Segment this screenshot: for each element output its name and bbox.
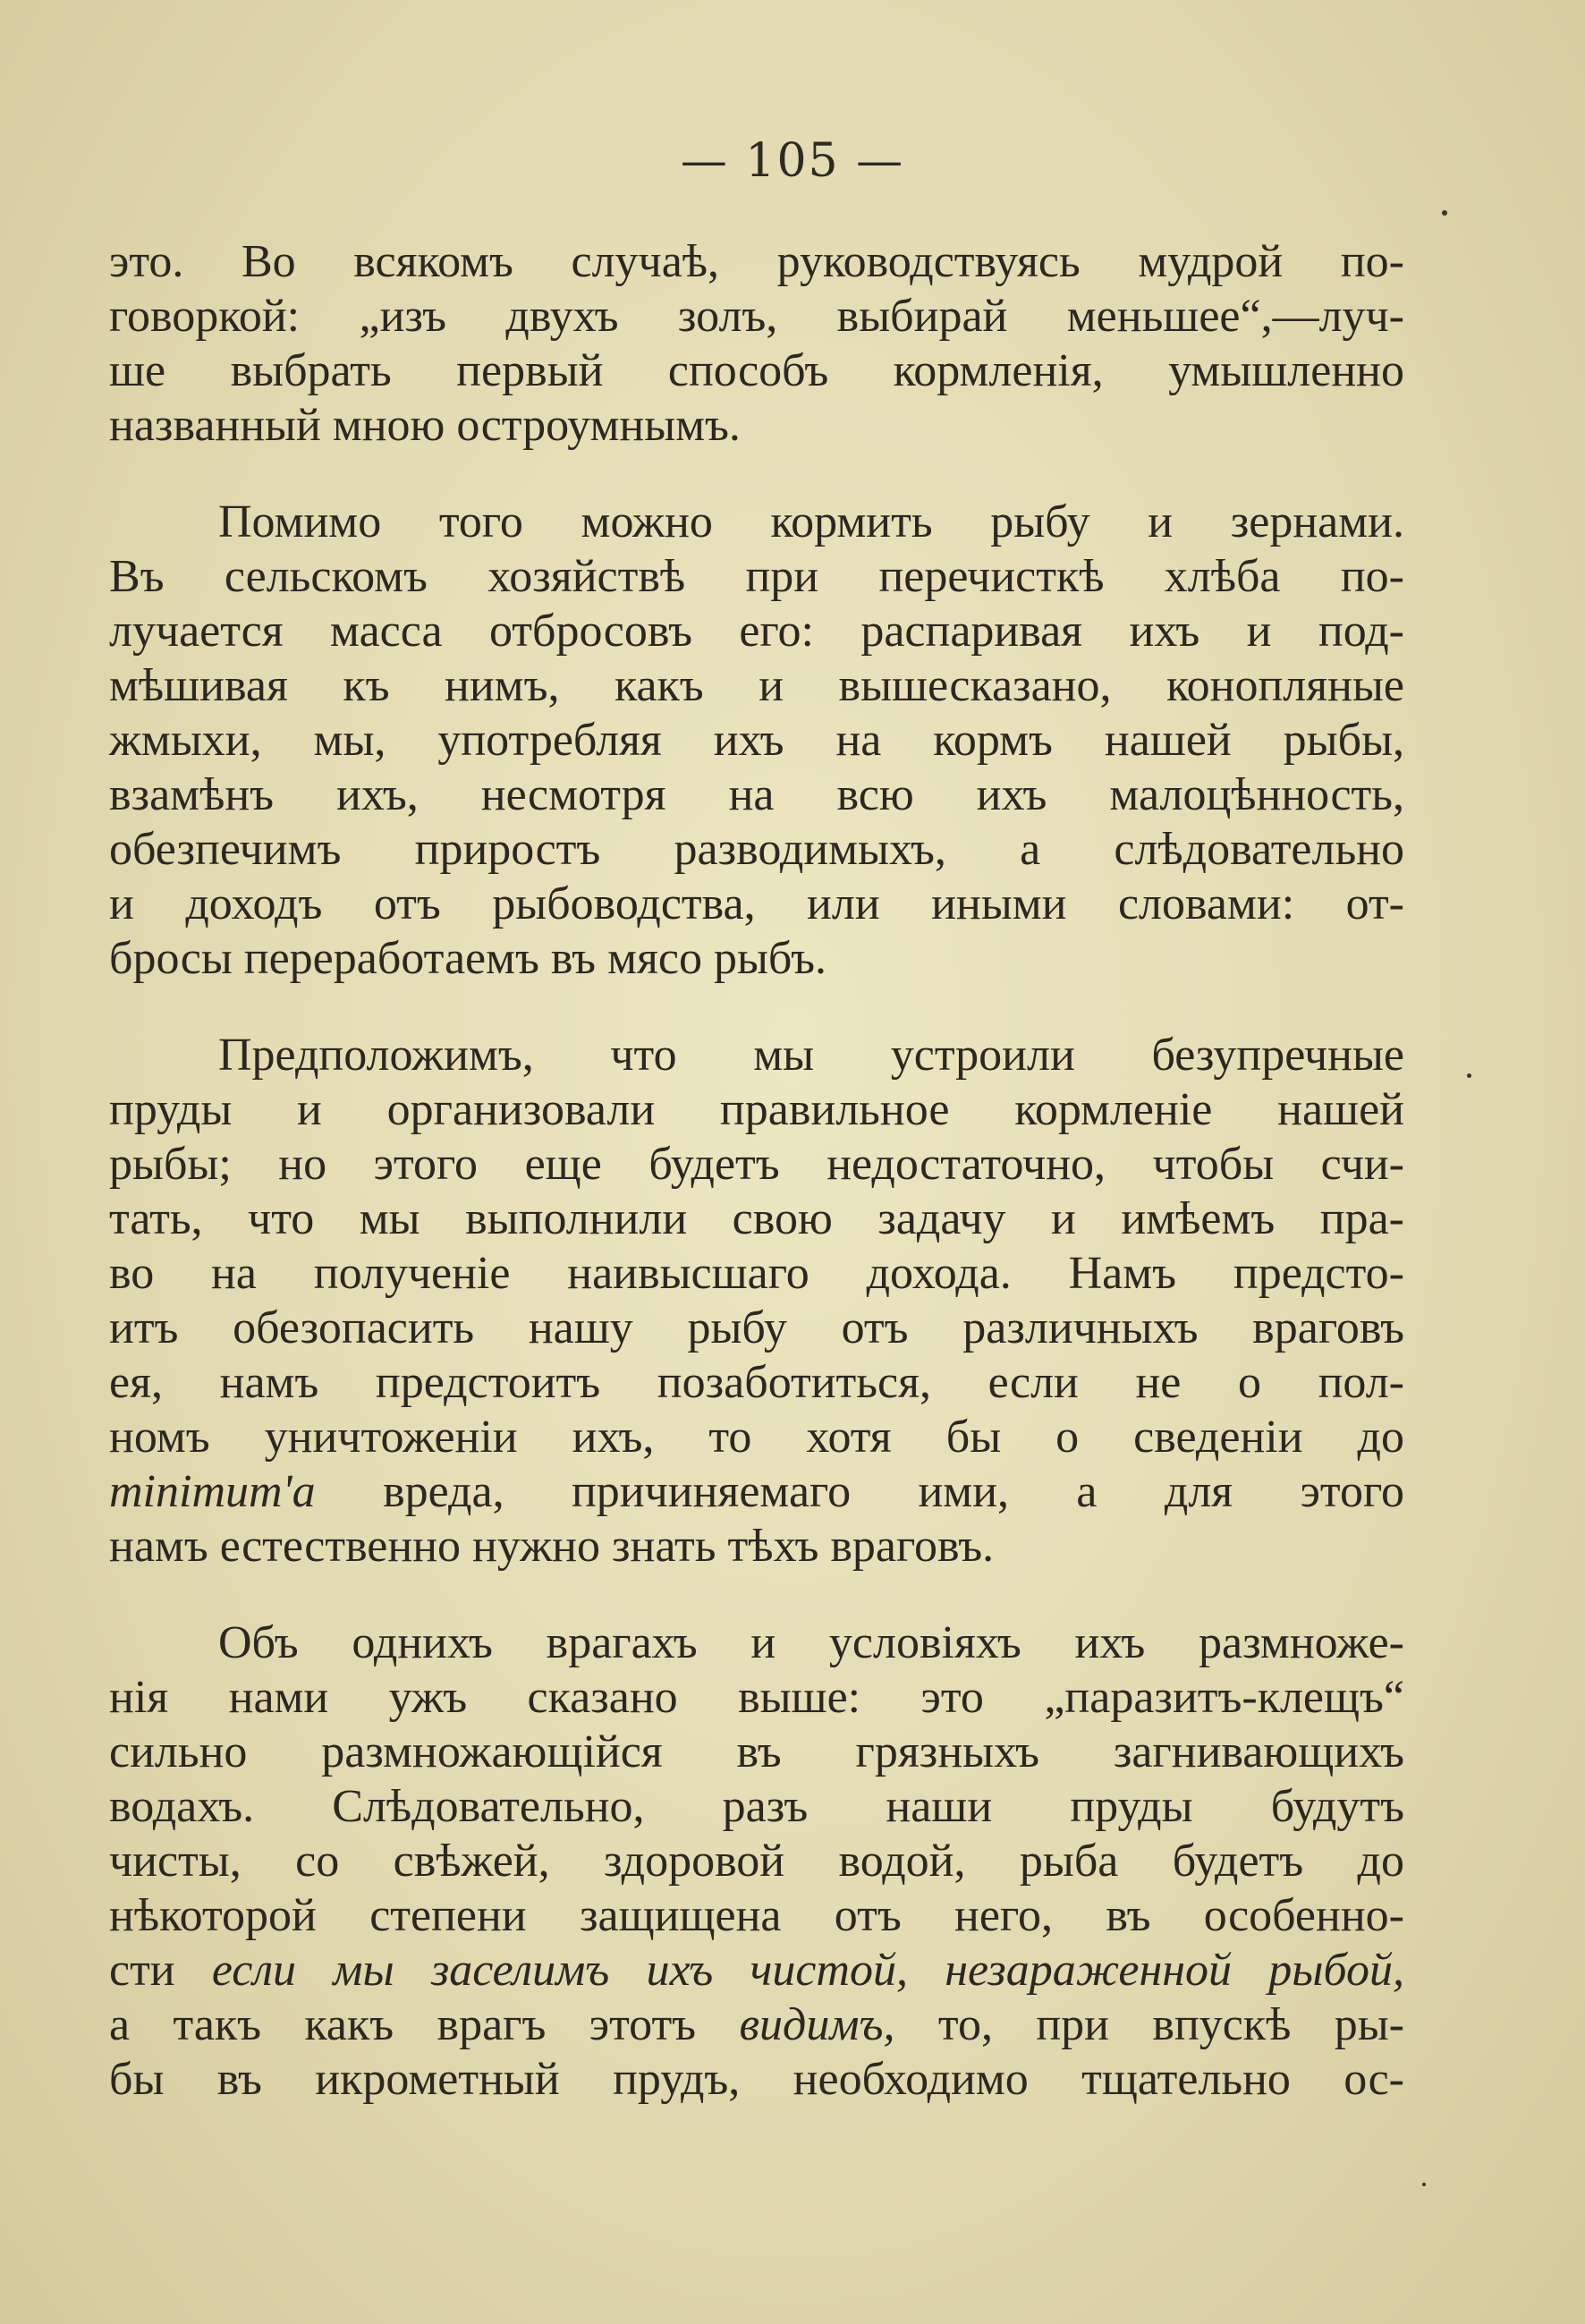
text-line: чисты, со свѣжей, здоровой водой, рыба будетъ до: [109, 1836, 1404, 1887]
text-line-italic-phrase: [109, 1943, 1404, 1997]
text-line: номъ уничтоженіи ихъ, то хотя бы о сведеніи до: [109, 1412, 1404, 1463]
text-line: бы въ икрометный прудъ, необходимо тщательно ос-: [109, 2054, 1404, 2105]
text-line: водахъ. Слѣдовательно, разъ наши пруды будутъ: [109, 1781, 1404, 1832]
paragraph-2: [109, 495, 1404, 986]
text-line: и доходъ отъ рыбоводства, или иными словами: от-: [109, 878, 1404, 929]
margin-speck: [1422, 2183, 1426, 2186]
text-line-vidim: [109, 1997, 1404, 2052]
text-line: Въ сельскомъ хозяйствѣ при перечисткѣ хлѣба по-: [109, 551, 1404, 602]
text-line: во на полученіе наивысшаго дохода. Намъ предсто-: [109, 1248, 1404, 1299]
paragraph-1: [109, 234, 1404, 453]
text-line: Объ однихъ врагахъ и условіяхъ ихъ размноже-: [218, 1617, 1404, 1668]
text-line: тать, что мы выполнили свою задачу и имѣемъ пра-: [109, 1193, 1404, 1244]
page-number: — 105 —: [680, 134, 905, 188]
text-line: пруды и организовали правильное кормленіе нашей: [109, 1084, 1404, 1135]
text-line: обезпечимъ приростъ разводимыхъ, а слѣдовательно: [109, 824, 1404, 875]
margin-speck: [1467, 1073, 1471, 1078]
text-line: лучается масса отбросовъ его: распаривая ихъ и под-: [109, 606, 1404, 657]
text-line: Помимо того можно кормить рыбу и зернами.: [218, 496, 1404, 547]
text-line-prefix: сти: [109, 1945, 175, 1996]
body-text: [109, 234, 1404, 2107]
text-line: говоркой: „изъ двухъ золъ, выбирай меньшее“,—луч-: [109, 291, 1404, 342]
text-line-rest: вреда, причиняемаго ими, а для этого: [315, 1466, 1404, 1517]
text-line: нѣкоторой степени защищена отъ него, въ особенно-: [109, 1890, 1404, 1941]
text-line: названный мною остроумнымъ.: [109, 400, 741, 451]
text-line-start: а такъ какъ врагъ этотъ: [109, 1999, 740, 2050]
text-line: жмыхи, мы, употребляя ихъ на кормъ нашей рыбы,: [109, 715, 1404, 766]
text-line: сильно размножающійся въ грязныхъ загнивающихъ: [109, 1726, 1404, 1777]
text-line: Предположимъ, что мы устроили безупречные: [218, 1030, 1404, 1081]
text-line: бросы переработаемъ въ мясо рыбъ.: [109, 933, 826, 984]
text-line: взамѣнъ ихъ, несмотря на всю ихъ малоцѣнность,: [109, 769, 1404, 820]
italic-phrase: если мы заселимъ ихъ чистой, незараженной рыбой,: [211, 1945, 1404, 1996]
text-line-end: то, при впускѣ ры-: [894, 1999, 1404, 2050]
italic-vidim: видимъ,: [739, 1999, 895, 2050]
margin-speck: [1442, 210, 1447, 216]
paragraph-4: [109, 1616, 1404, 2107]
text-line: ше выбрать первый способъ кормленія, умышленно: [109, 345, 1404, 396]
text-line: это. Во всякомъ случаѣ, руководствуясь мудрой по-: [109, 236, 1404, 287]
text-line: мѣшивая къ нимъ, какъ и вышесказано, конопляные: [109, 660, 1404, 711]
paragraph-3: [109, 1028, 1404, 1573]
text-line: ея, намъ предстоитъ позаботиться, если не о пол-: [109, 1357, 1404, 1408]
text-line-minimum: [109, 1464, 1404, 1519]
text-line: нія нами ужъ сказано выше: это „паразитъ-клещъ“: [109, 1672, 1404, 1723]
text-line: рыбы; но этого еще будетъ недостаточно, чтобы счи-: [109, 1139, 1404, 1190]
italic-minimum: minimum'а: [109, 1466, 316, 1517]
text-line: намъ естественно нужно знать тѣхъ враговъ.: [109, 1521, 995, 1572]
text-line: итъ обезопасить нашу рыбу отъ различныхъ враговъ: [109, 1302, 1404, 1353]
